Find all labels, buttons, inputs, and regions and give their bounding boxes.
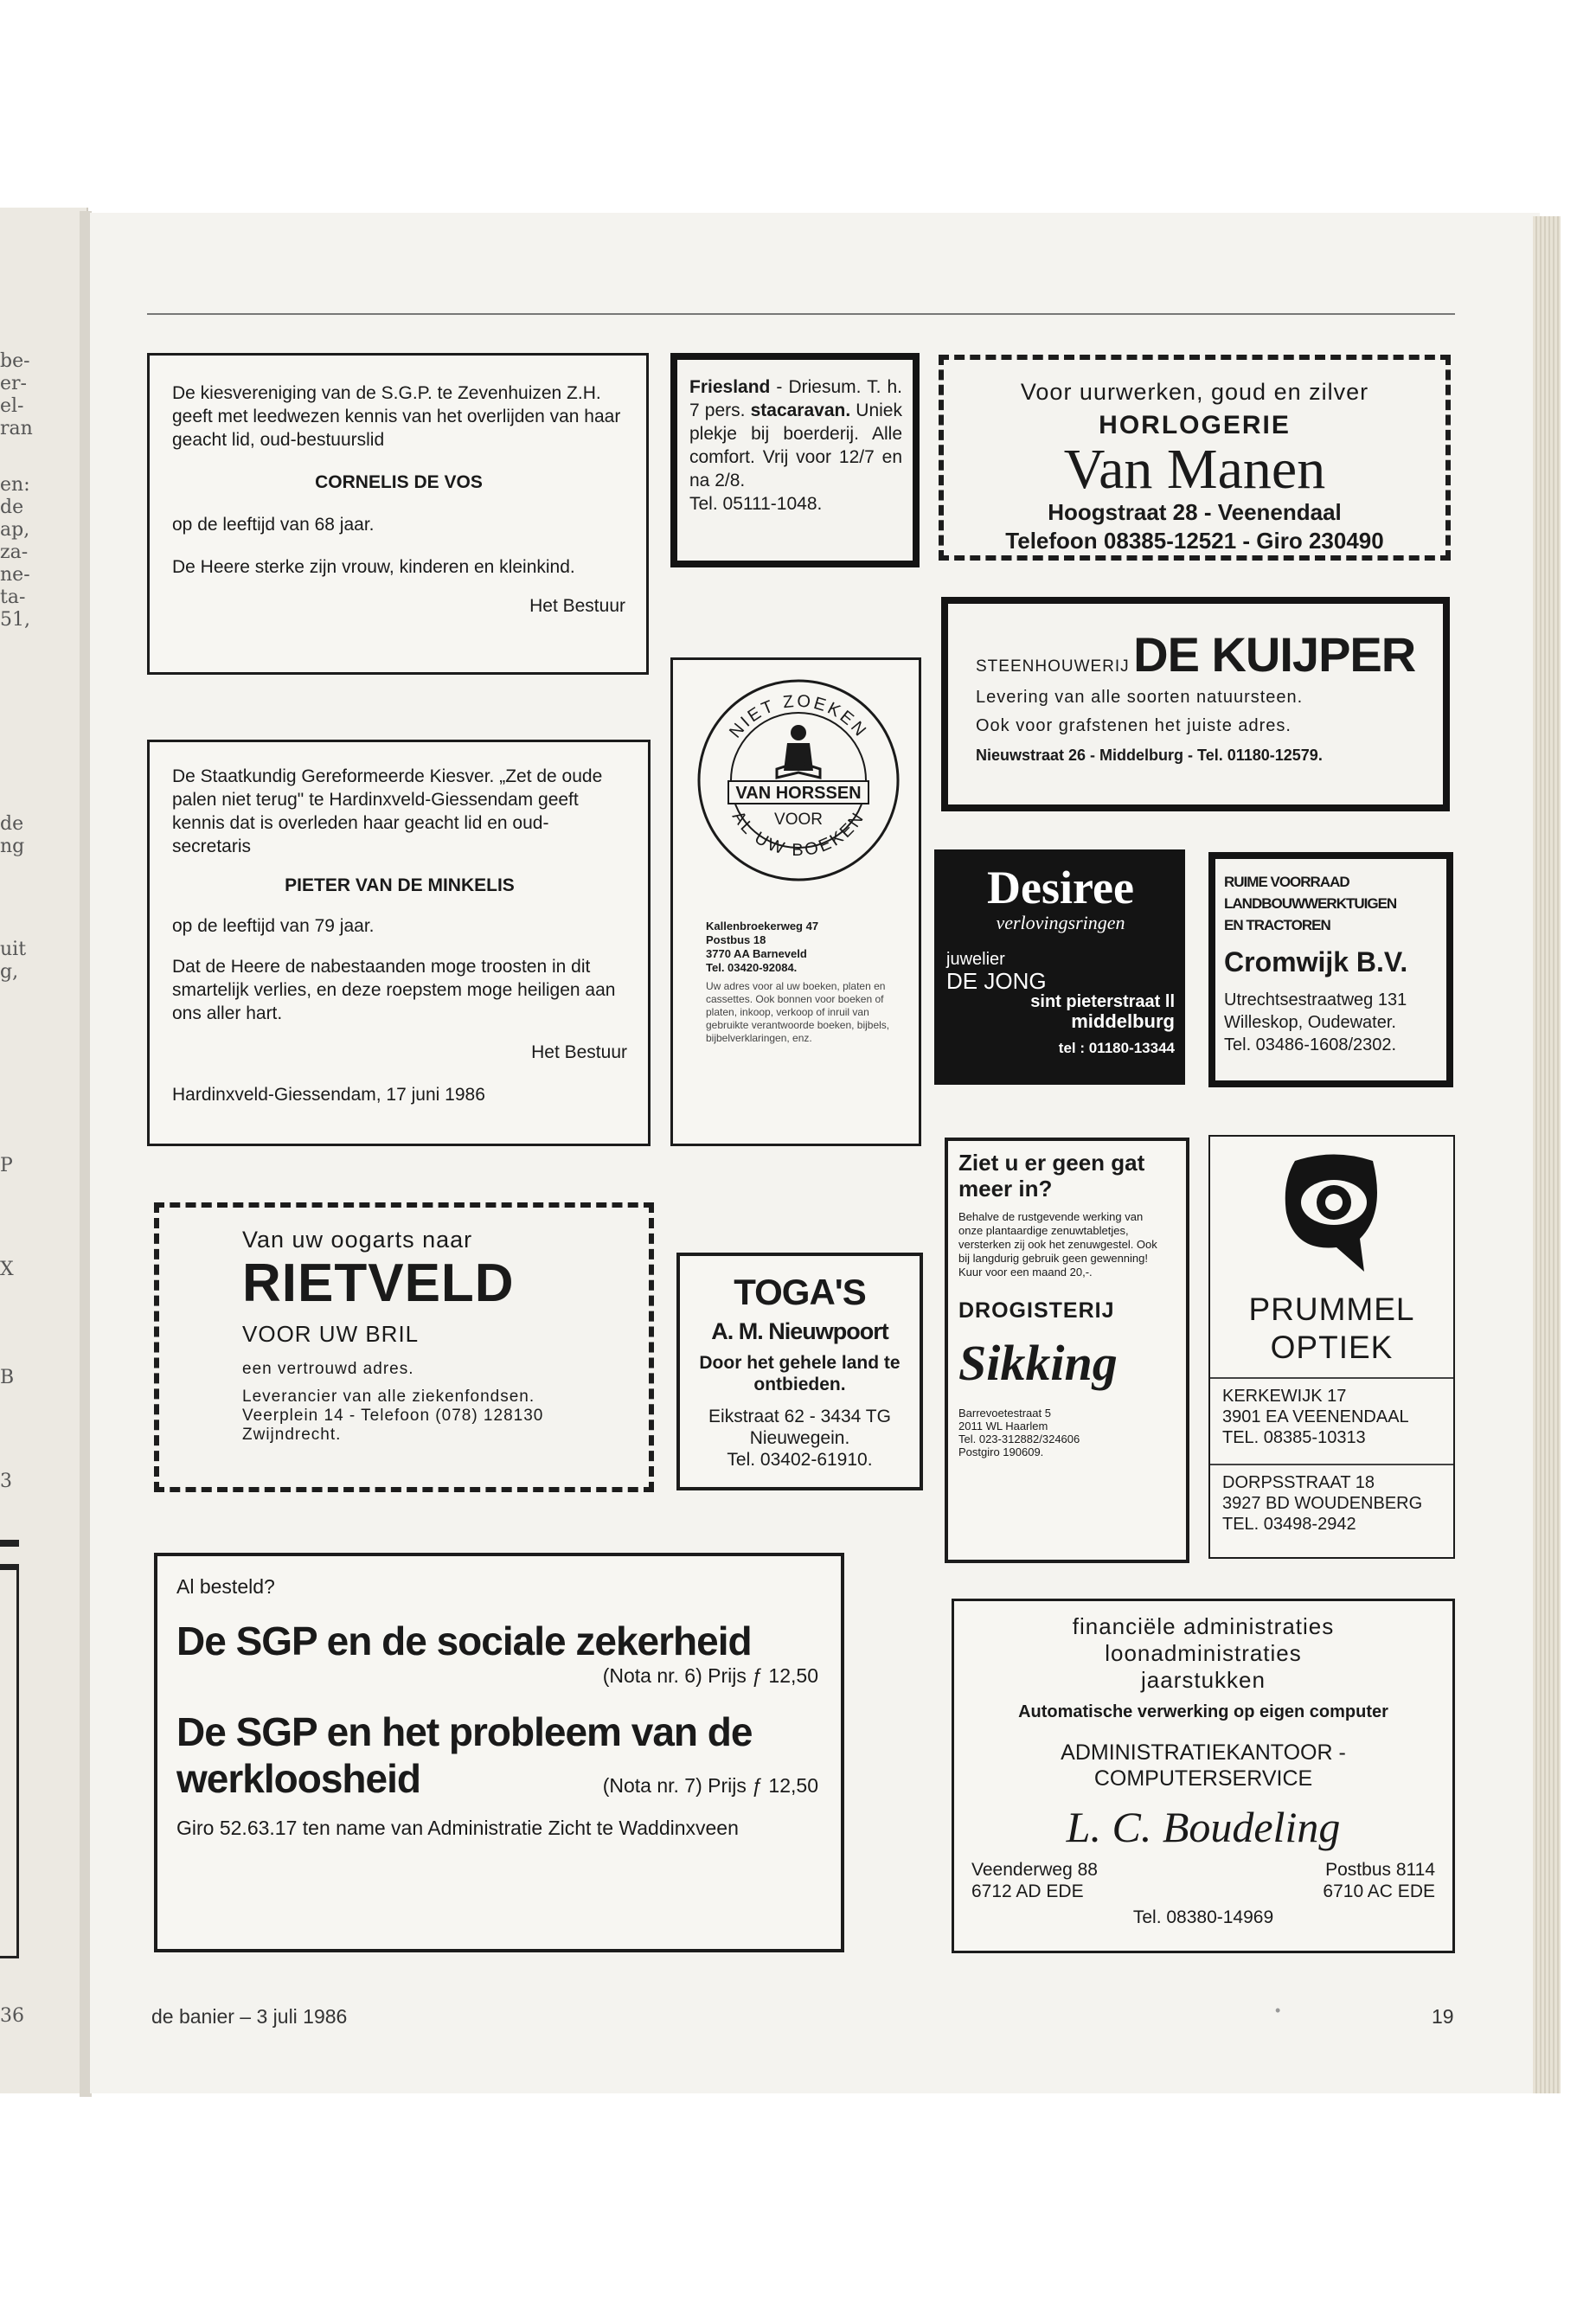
giro-info: Giro 52.63.17 ten name van Administratie Zicht te Waddinxveen	[176, 1817, 739, 1839]
ad-text: Uniek plekje bij boerderij. Alle comfort. Vrij voor 12/7 en na 2/8.	[689, 401, 902, 490]
shop-address: Zwijndrecht.	[242, 1426, 342, 1444]
deceased-age: op de leeftijd van 68 jaar.	[172, 515, 375, 535]
ad-line: Voor uurwerken, goud en zilver	[1020, 379, 1369, 405]
left-page-fragment: g,	[0, 961, 19, 983]
shop-name: DE KUIJPER	[1133, 627, 1416, 682]
ad-boudeling	[952, 1599, 1455, 1953]
left-page-fragment: 51,	[0, 609, 30, 631]
ad-message: De Heere sterke zijn vrouw, kinderen en kleinkind.	[172, 557, 575, 577]
left-page-fragment: uit	[0, 939, 27, 960]
shop-address: middelburg	[1071, 1010, 1175, 1032]
shop-address: Utrechtsestraatweg 131	[1224, 990, 1407, 1009]
book-price: (Nota nr. 6) Prijs ƒ 12,50	[602, 1664, 818, 1687]
ad-question: Al besteld?	[176, 1575, 275, 1598]
shop-address: 3927 BD WOUDENBERG	[1222, 1494, 1423, 1513]
seal-name: VAN HORSSEN	[735, 784, 862, 803]
deceased-name: PIETER VAN DE MINKELIS	[285, 875, 515, 895]
company-address: 6712 AD EDE	[971, 1881, 1084, 1901]
ad-prummel-optiek	[1208, 1135, 1455, 1559]
company-address: Postbus 8114	[1325, 1860, 1435, 1880]
ad-line: Van uw oogarts naar	[242, 1227, 473, 1253]
shop-phone: tel : 01180-13344	[1058, 1040, 1175, 1056]
shop-address: Willeskop, Oudewater.	[1224, 1013, 1396, 1032]
left-page-fragment: 3	[0, 1471, 12, 1492]
shop-address: Hoogstraat 28 - Veenendaal	[1048, 499, 1342, 525]
ad-text: Behalve de rustgevende werking van onze plantaardige zenuwtabletjes, versterken zij ook het zenuwgestel. Ook bij langdurig gebruik geen gewenning! Kuur voor een maand 20,-.	[958, 1210, 1157, 1279]
book-title: werkloosheid	[176, 1756, 420, 1801]
ad-line: RUIME VOORRAAD	[1224, 874, 1349, 890]
ad-line: Leverancier van alle ziekenfondsen.	[242, 1388, 535, 1406]
shop-name: OPTIEK	[1270, 1330, 1394, 1365]
company-name: L. C. Boudeling	[1066, 1803, 1341, 1851]
ad-place: Friesland	[689, 377, 771, 397]
ad-tagline: Door het gehele land te ontbieden.	[699, 1353, 901, 1394]
shop-address: 3901 EA VEENENDAAL	[1222, 1407, 1409, 1426]
signature: Het Bestuur	[529, 596, 625, 616]
ad-rietveld	[154, 1202, 654, 1492]
divider	[1210, 1464, 1453, 1465]
reader-figure-icon	[777, 725, 820, 778]
shop-phone: TEL. 08385-10313	[1222, 1428, 1366, 1447]
shop-phone: Tel. 03420-92084.	[706, 961, 798, 974]
shop-name: RIETVELD	[242, 1253, 515, 1313]
shop-address: KERKEWIJK 17	[1222, 1387, 1347, 1406]
deceased-age: op de leeftijd van 79 jaar.	[172, 916, 375, 936]
shop-name: Van Manen	[1063, 438, 1326, 501]
ad-text: Uw adres voor al uw boeken, platen en cassettes. Ook bonnen voor boeken of platen, inkoop, verkoop of inruil van gebruikte verantwoorde boeken, bijbels, bijbelverklaringen, enz.	[706, 980, 890, 1044]
ad-line: Ook voor grafstenen het juiste adres.	[976, 716, 1292, 735]
company-phone: Tel. 08380-14969	[1132, 1907, 1274, 1927]
van-horssen-seal	[697, 676, 900, 885]
ad-de-kuijper	[941, 597, 1450, 811]
shop-phone: Tel. 023-312882/324606	[958, 1433, 1080, 1445]
left-page-fragment: ng	[0, 836, 25, 857]
ad-intro: De kiesvereniging van de S.G.P. te Zevenhuizen Z.H. geeft met leedwezen kennis van het overlijden van haar geacht lid, oud-bestuurslid	[172, 383, 621, 450]
company-address: Veenderweg 88	[971, 1860, 1098, 1880]
ad-label: DROGISTERIJ	[958, 1298, 1115, 1323]
shop-address: 2011 WL Haarlem	[958, 1420, 1048, 1433]
left-page-rule	[0, 1540, 19, 1547]
company-address: 6710 AC EDE	[1323, 1881, 1435, 1901]
shop-phone: Telefoon 08385-12521 - Giro 230490	[1005, 528, 1384, 554]
ad-sgp-notas	[154, 1553, 844, 1952]
ad-desiree	[934, 849, 1185, 1085]
ad-text: - Driesum. T. h. 7 pers.	[689, 377, 902, 420]
shop-phone: Tel. 03402-61910.	[727, 1450, 873, 1470]
ad-cromwijk	[1208, 852, 1453, 1087]
book-title: De SGP en de sociale zekerheid	[176, 1618, 752, 1663]
ad-line: Automatische verwerking op eigen computer	[1018, 1702, 1388, 1721]
ad-line: Levering van alle soorten natuursteen.	[976, 688, 1304, 707]
page-number: 19	[1432, 2005, 1454, 2028]
deceased-name: CORNELIS DE VOS	[315, 472, 483, 492]
footer-bullet: •	[1275, 2002, 1281, 2019]
divider	[1210, 1377, 1453, 1379]
eye-logo-icon	[1278, 1152, 1390, 1273]
ad-subtitle: verlovingsringen	[996, 912, 1125, 933]
publication-footer: de banier – 3 juli 1986	[151, 2005, 348, 2028]
ad-title: Desiree	[987, 862, 1134, 913]
shop-name: Sikking	[958, 1335, 1118, 1391]
ad-line: loonadministraties	[1105, 1640, 1302, 1666]
left-page-fragment: ran	[0, 418, 33, 439]
ad-van-manen	[939, 355, 1451, 561]
ad-line: financiële administraties	[1072, 1613, 1335, 1639]
ad-sikking	[945, 1138, 1189, 1563]
left-page-fragment: de	[0, 813, 24, 835]
ad-prefix: STEENHOUWERIJ	[976, 657, 1130, 676]
shop-address: Barrevoetestraat 5	[958, 1407, 1051, 1420]
shop-address: DORPSSTRAAT 18	[1222, 1473, 1375, 1492]
left-page-fragment: P	[0, 1155, 13, 1176]
left-page-fragment: ne-	[0, 564, 30, 586]
ad-line: ADMINISTRATIEKANTOOR -	[1061, 1740, 1346, 1765]
ad-kiesver-hardinxveld	[147, 740, 651, 1146]
shop-address: Nieuwegein.	[749, 1428, 850, 1448]
ad-kiesvereniging-zevenhuizen	[147, 353, 649, 675]
shop-address: Veerplein 14 - Telefoon (078) 128130	[242, 1407, 544, 1425]
ad-line: VOOR UW BRIL	[242, 1321, 420, 1347]
shop-address: Eikstraat 62 - 3434 TG	[708, 1407, 891, 1426]
seal-bottom-text: AL UW BOEKEN	[727, 807, 869, 861]
book-title: De SGP en het probleem van de	[176, 1709, 753, 1754]
shop-name: A. M. Nieuwpoort	[711, 1318, 888, 1344]
ad-togas	[676, 1253, 923, 1490]
shop-address: sint pieterstraat ll	[1030, 992, 1175, 1011]
ad-headline: Ziet u er geen gat meer in?	[958, 1150, 1145, 1202]
ad-line: LANDBOUWWERKTUIGEN	[1224, 895, 1397, 912]
ad-van-horssen	[670, 657, 921, 1146]
shop-address: Nieuwstraat 26 - Middelburg - Tel. 01180-12579.	[976, 747, 1323, 764]
left-page-fragment: er-	[0, 373, 27, 394]
left-page-box	[0, 1567, 19, 1958]
ad-line: een vertrouwd adres.	[242, 1360, 414, 1378]
ad-line: HORLOGERIE	[1099, 411, 1291, 439]
top-rule	[147, 313, 1455, 315]
left-page-fragment: ap,	[0, 519, 30, 541]
ad-title: TOGA'S	[734, 1272, 866, 1312]
ad-highlight: stacaravan.	[750, 401, 851, 420]
place-date: Hardinxveld-Giessendam, 17 juni 1986	[172, 1085, 485, 1105]
shop-address: Kallenbroekerweg 47	[706, 920, 819, 933]
page-stack-edge	[1533, 216, 1561, 2093]
seal-top-text: NIET ZOEKEN	[726, 691, 871, 742]
shop-name: DE JONG	[946, 968, 1047, 994]
left-page-fragment: 36	[0, 2005, 24, 2027]
book-price: (Nota nr. 7) Prijs ƒ 12,50	[602, 1774, 818, 1797]
shop-name: Cromwijk B.V.	[1224, 946, 1408, 977]
ad-phone: Tel. 05111-1048.	[689, 494, 823, 514]
seal-voor: VOOR	[774, 811, 823, 829]
left-page-fragment: de	[0, 497, 24, 518]
ad-line: jaarstukken	[1141, 1667, 1266, 1693]
shop-address: 3770 AA Barneveld	[706, 947, 807, 960]
left-page-fragment: en:	[0, 474, 30, 496]
left-page-fragment: el-	[0, 395, 24, 417]
shop-giro: Postgiro 190609.	[958, 1445, 1044, 1458]
shop-phone: TEL. 03498-2942	[1222, 1515, 1356, 1534]
left-page-fragment: ta-	[0, 586, 26, 608]
ad-line: EN TRACTOREN	[1224, 917, 1330, 933]
left-page-fragment: za-	[0, 542, 29, 563]
ad-message: Dat de Heere de nabestaanden moge troosten in dit smartelijk verlies, en deze roepstem moge heiligen aan ons aller hart.	[172, 957, 616, 1023]
left-page-fragment: X	[0, 1259, 14, 1280]
ad-friesland-stacaravan	[670, 353, 920, 567]
left-page-fragment: be-	[0, 350, 30, 372]
shop-name: PRUMMEL	[1248, 1292, 1415, 1327]
left-page-fragment: B	[0, 1367, 15, 1388]
ad-intro: De Staatkundig Gereformeerde Kiesver. „Zet de oude palen niet terug" te Hardinxveld-Giessendam geeft kennis dat is overleden haar geacht lid en oud-secretaris	[172, 766, 603, 856]
shop-address: Postbus 18	[706, 933, 766, 946]
ad-line: COMPUTERSERVICE	[1093, 1766, 1313, 1791]
signature: Het Bestuur	[531, 1042, 627, 1062]
ad-line: juwelier	[946, 950, 1005, 969]
shop-phone: Tel. 03486-1608/2302.	[1224, 1035, 1397, 1054]
